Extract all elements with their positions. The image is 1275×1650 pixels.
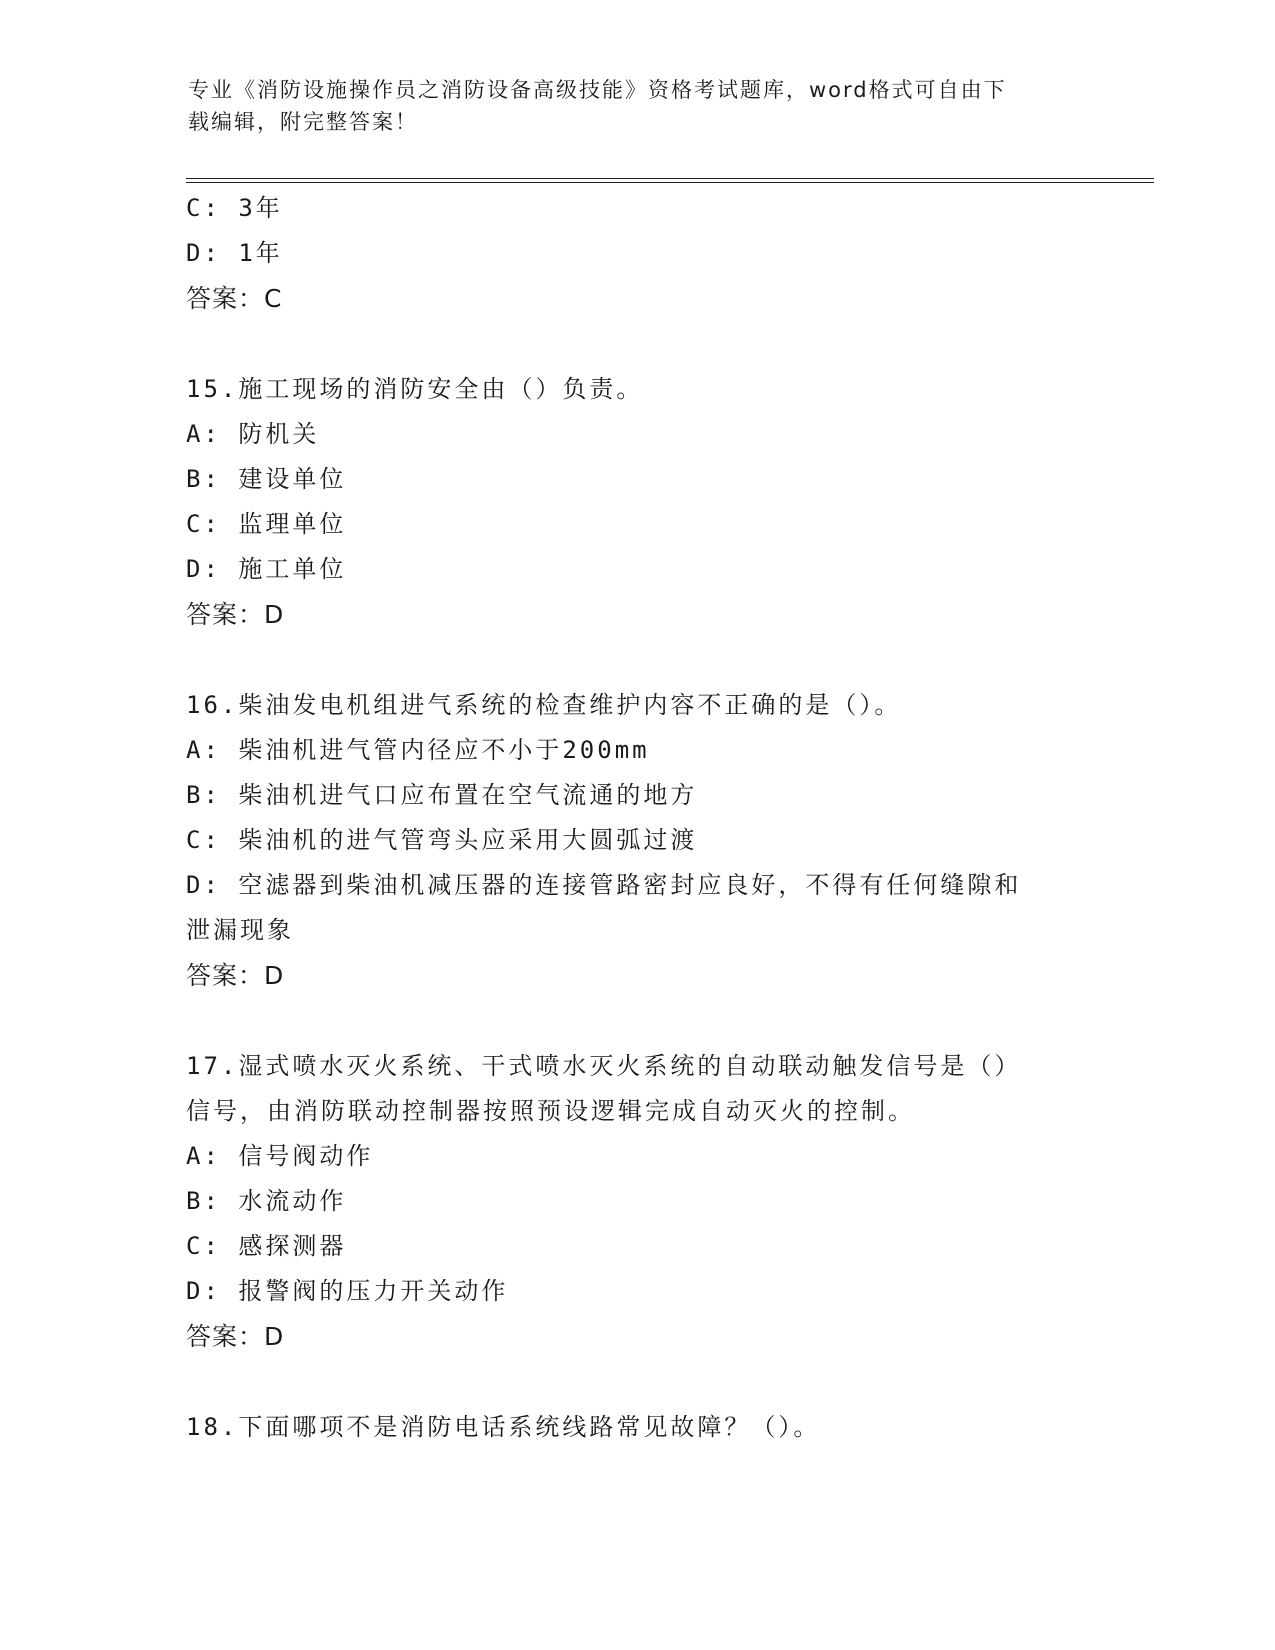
answer: 答案：D (186, 600, 285, 629)
option-d-continued: 泄漏现象 (186, 916, 294, 944)
header-rule-bottom (186, 182, 1154, 183)
answer: 答案：D (186, 961, 285, 990)
question-list (186, 186, 1086, 1450)
question-stem-continued: 信号，由消防联动控制器按照预设逻辑完成自动灭火的控制。 (186, 1097, 915, 1125)
option-b: B: 建设单位 (186, 465, 347, 493)
question-15 (186, 367, 1086, 637)
question-17 (186, 1044, 1086, 1359)
option-d: D: 1年 (186, 239, 283, 267)
question-16 (186, 683, 1086, 998)
option-a: A: 柴油机进气管内径应不小于200mm (186, 736, 650, 764)
option-c: C: 柴油机的进气管弯头应采用大圆弧过渡 (186, 826, 698, 854)
option-a: A: 信号阀动作 (186, 1142, 374, 1170)
header-rule-top (186, 178, 1154, 179)
header-line-1: 专业《消防设施操作员之消防设备高级技能》资格考试题库，word格式可自由下 (188, 78, 1007, 102)
question-stem: 18.下面哪项不是消防电话系统线路常见故障？（）。 (186, 1413, 821, 1441)
option-d: D: 报警阀的压力开关动作 (186, 1277, 509, 1305)
answer: 答案：C (186, 284, 283, 313)
question-stem: 15.施工现场的消防安全由（）负责。 (186, 375, 644, 403)
question-stem: 17.湿式喷水灭火系统、干式喷水灭火系统的自动联动触发信号是（） (186, 1052, 1022, 1080)
option-b: B: 水流动作 (186, 1187, 347, 1215)
option-d: D: 空滤器到柴油机减压器的连接管路密封应良好，不得有任何缝隙和 (186, 871, 1022, 899)
question-stem: 16.柴油发电机组进气系统的检查维护内容不正确的是（）。 (186, 691, 902, 719)
option-d: D: 施工单位 (186, 555, 347, 583)
option-a: A: 防机关 (186, 420, 320, 448)
answer: 答案：D (186, 1322, 285, 1351)
question-18 (186, 1405, 1086, 1450)
header-line-2: 载编辑，附完整答案！ (188, 110, 418, 134)
question-14-tail (186, 186, 1086, 321)
option-c: C: 3年 (186, 194, 283, 222)
page-header (188, 74, 1068, 138)
option-c: C: 监理单位 (186, 510, 347, 538)
option-b: B: 柴油机进气口应布置在空气流通的地方 (186, 781, 698, 809)
option-c: C: 感探测器 (186, 1232, 347, 1260)
